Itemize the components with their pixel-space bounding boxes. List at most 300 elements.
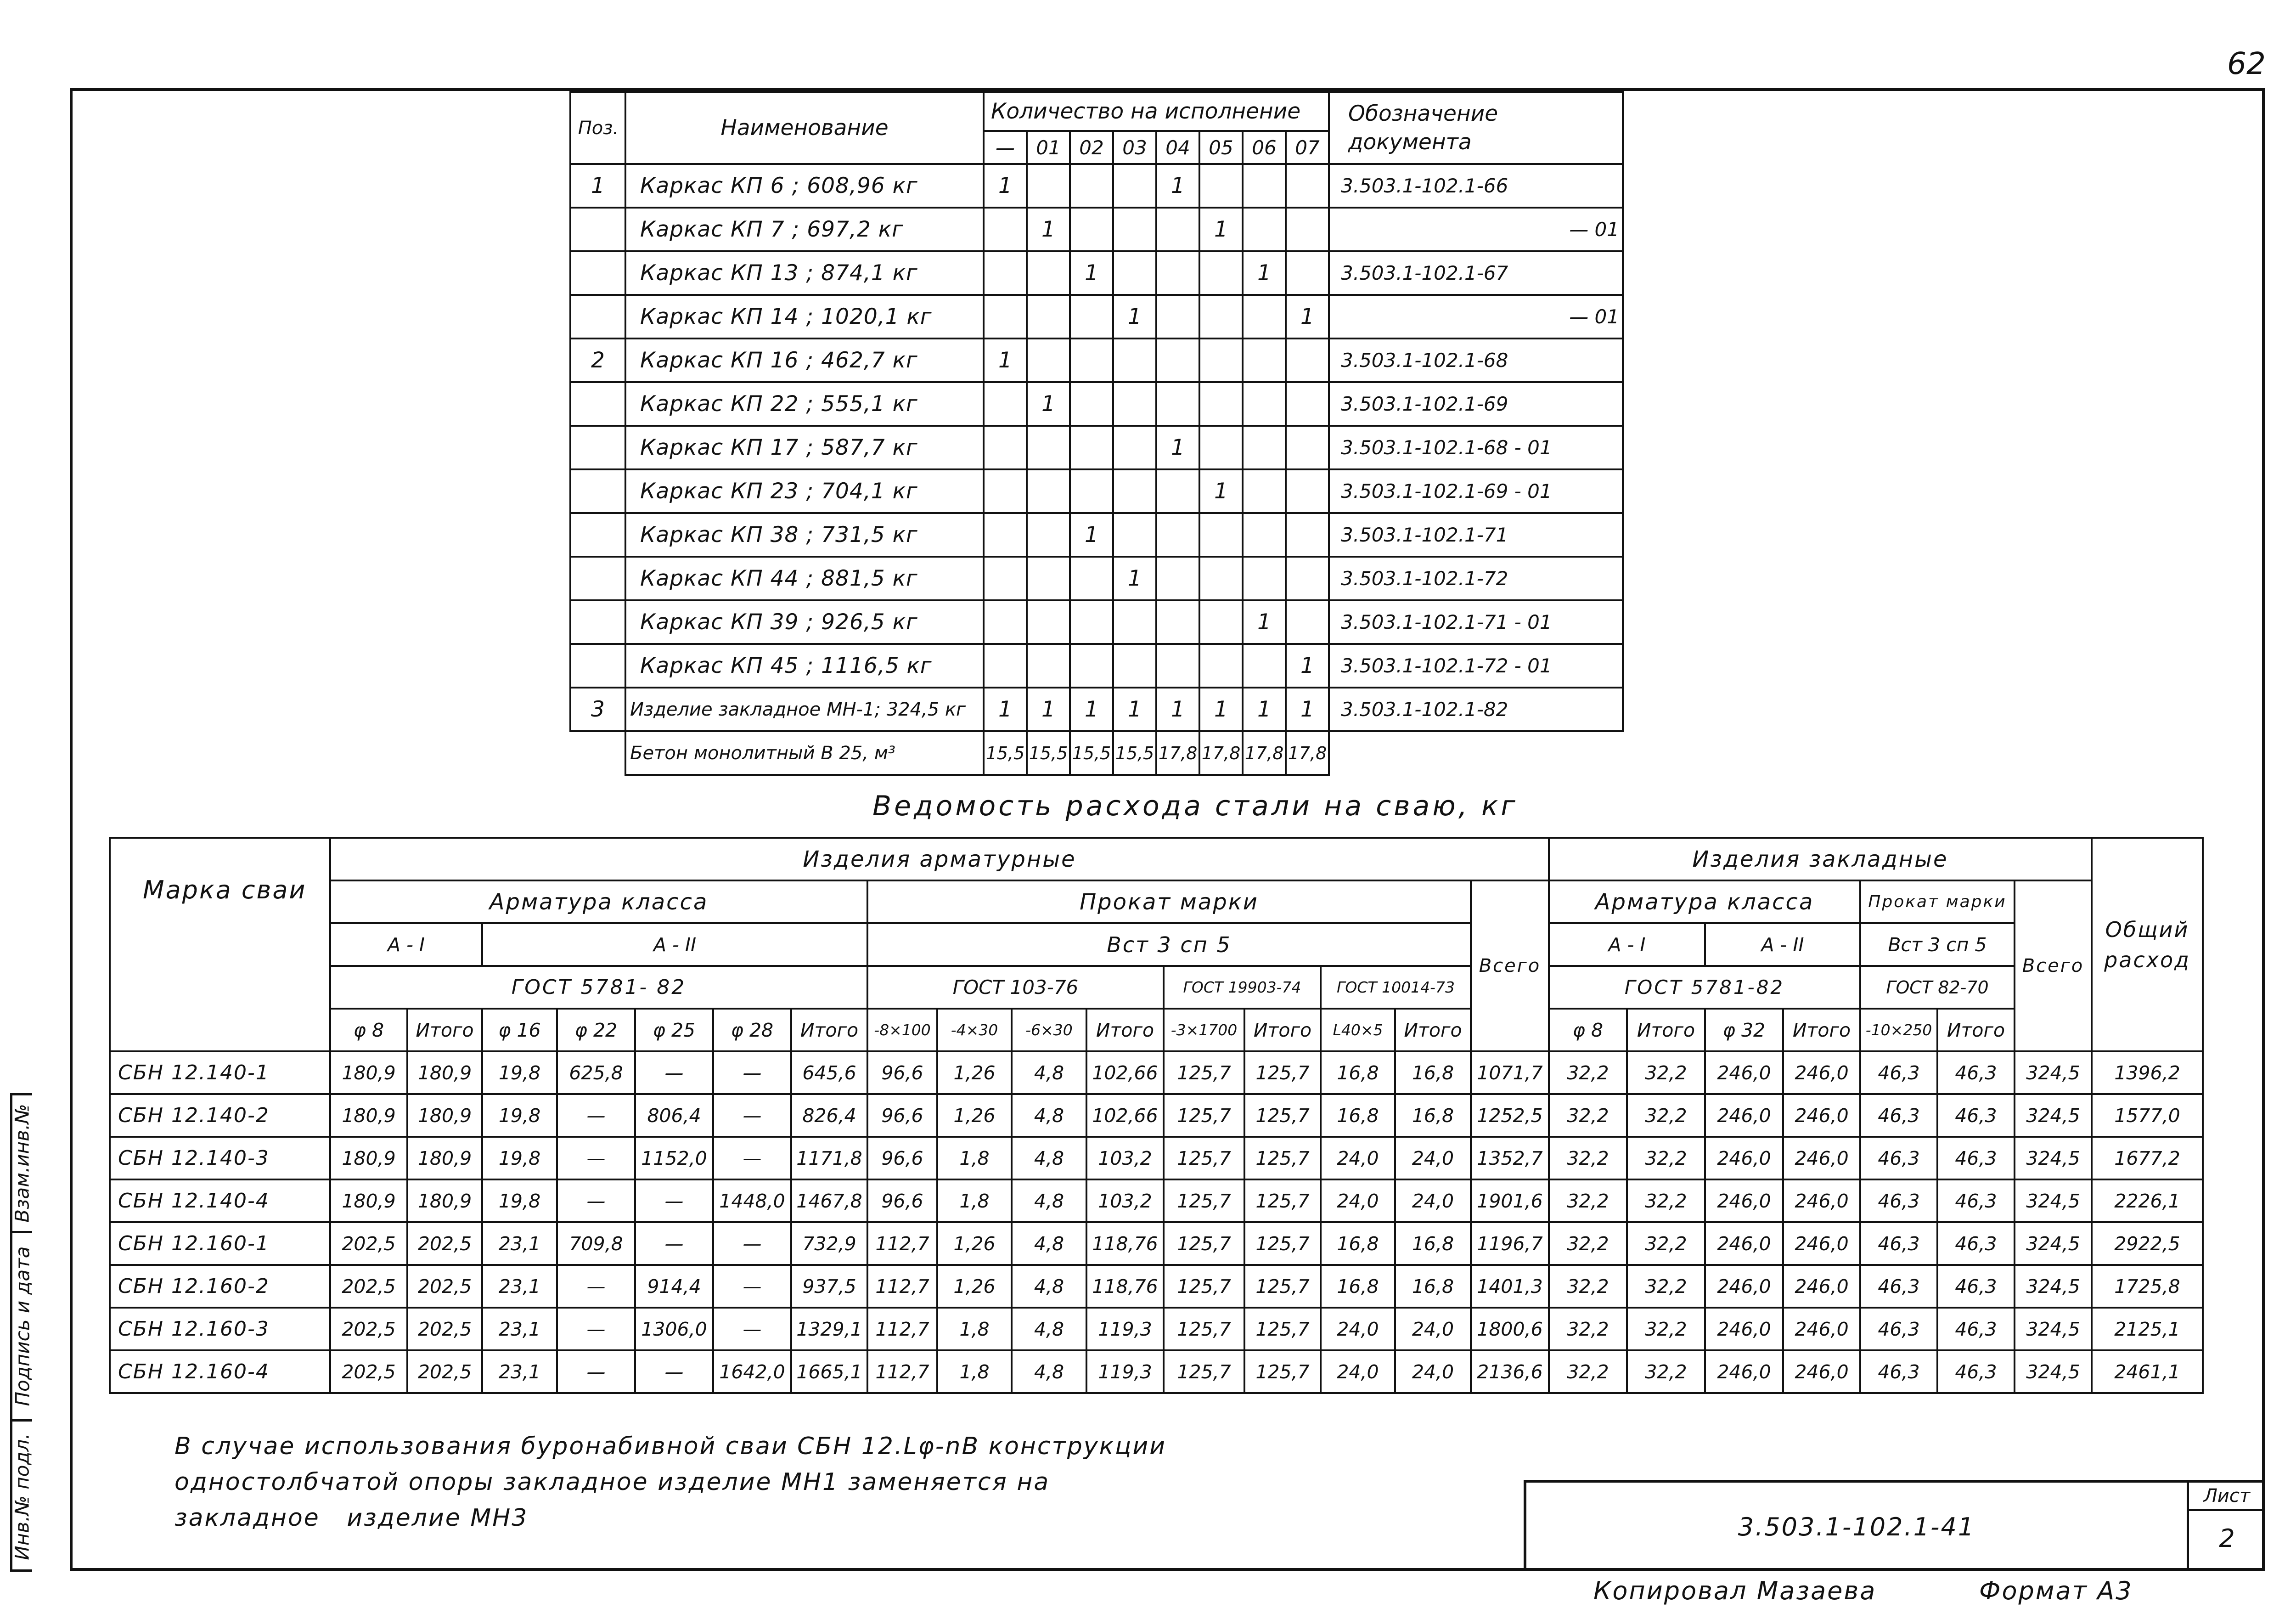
header-embedded: Изделия закладные	[1549, 838, 2092, 880]
steel-cell: 246,0	[1783, 1350, 1860, 1393]
steel-cell: —	[635, 1179, 713, 1222]
steel-cell: 46,3	[1937, 1051, 2015, 1094]
spec-qty	[1027, 644, 1070, 688]
header-vst3sp5: Вст 3 сп 5	[867, 923, 1471, 966]
spec-variant-header: 04	[1156, 131, 1199, 164]
steel-cell: 125,7	[1164, 1350, 1244, 1393]
spec-qty	[984, 644, 1027, 688]
spec-row	[570, 644, 1623, 688]
steel-cell: 125,7	[1164, 1265, 1244, 1308]
spec-qty	[1156, 295, 1199, 339]
spec-name: Каркас КП 16 ; 462,7 кг	[625, 339, 984, 382]
spec-name: Каркас КП 7 ; 697,2 кг	[625, 208, 984, 251]
format-label: Формат А3	[1979, 1576, 2133, 1605]
steel-cell: 96,6	[867, 1137, 937, 1179]
spec-qty	[1243, 339, 1286, 382]
spec-qty	[984, 426, 1027, 469]
spec-header-pos: Поз.	[570, 92, 625, 164]
sheet-number-top: 62	[2227, 46, 2266, 81]
spec-qty: 1	[1243, 600, 1286, 644]
spec-qty: 1	[984, 688, 1027, 731]
spec-name: Каркас КП 44 ; 881,5 кг	[625, 557, 984, 600]
steel-cell: 732,9	[791, 1222, 867, 1265]
steel-cell: 24,0	[1321, 1137, 1395, 1179]
spec-qty: 1	[1286, 295, 1329, 339]
spec-concrete-qty: 17,8	[1156, 731, 1199, 775]
steel-cell: —	[713, 1137, 791, 1179]
steel-row	[110, 1265, 2203, 1308]
steel-cell: 2136,6	[1471, 1350, 1549, 1393]
spec-qty: 1	[1027, 382, 1070, 426]
steel-cell: 1448,0	[713, 1179, 791, 1222]
spec-name: Каркас КП 22 ; 555,1 кг	[625, 382, 984, 426]
spec-qty: 1	[1070, 513, 1113, 557]
steel-cell: 180,9	[330, 1051, 407, 1094]
spec-doc: 3.503.1-102.1-82	[1329, 688, 1623, 731]
spec-qty: 1	[1243, 251, 1286, 295]
header-grand-total: Общий расход	[2092, 838, 2203, 1051]
sub-header-cell: -10×250	[1860, 1009, 1937, 1051]
spec-row	[570, 426, 1623, 469]
spec-qty	[984, 382, 1027, 426]
steel-cell: 23,1	[482, 1308, 557, 1350]
spec-qty	[1286, 164, 1329, 208]
spec-variant-header: 02	[1070, 131, 1113, 164]
note-line-3: закладное изделие МН3	[174, 1504, 529, 1532]
steel-cell: 1642,0	[713, 1350, 791, 1393]
spec-name: Каркас КП 14 ; 1020,1 кг	[625, 295, 984, 339]
pile-mark: СБН 12.160-1	[110, 1222, 330, 1265]
sub-header-cell: Итого	[1086, 1009, 1164, 1051]
spec-concrete-name: Бетон монолитный В 25, м³	[625, 731, 984, 775]
steel-cell: 125,7	[1244, 1350, 1321, 1393]
spec-qty	[1286, 382, 1329, 426]
steel-cell: 46,3	[1860, 1265, 1937, 1308]
spec-qty	[1156, 251, 1199, 295]
steel-cell: 246,0	[1705, 1094, 1783, 1137]
spec-qty	[1156, 600, 1199, 644]
steel-cell: 324,5	[2015, 1222, 2092, 1265]
spec-concrete-qty: 15,5	[984, 731, 1027, 775]
steel-cell: 103,2	[1086, 1137, 1164, 1179]
spec-qty	[984, 295, 1027, 339]
spec-variant-header: 07	[1286, 131, 1329, 164]
steel-cell: 46,3	[1860, 1350, 1937, 1393]
header-mark: Марка сваи	[110, 838, 330, 1051]
spec-pos	[570, 295, 625, 339]
steel-cell: 2922,5	[2092, 1222, 2203, 1265]
spec-qty	[1286, 469, 1329, 513]
spec-pos	[570, 513, 625, 557]
header-rebar-class: Арматура класса	[330, 880, 867, 923]
header-emb-a1: А - I	[1549, 923, 1705, 966]
spec-name: Изделие закладное МН-1; 324,5 кг	[625, 688, 984, 731]
spec-qty: 1	[1156, 426, 1199, 469]
spec-qty	[1070, 295, 1113, 339]
note-line-2: одностолбчатой опоры закладное изделие МН1 заменяется на	[174, 1468, 1050, 1496]
spec-qty	[1286, 513, 1329, 557]
steel-row	[110, 1179, 2203, 1222]
steel-cell: 119,3	[1086, 1350, 1164, 1393]
spec-qty: 1	[1199, 208, 1243, 251]
header-rolled-grade: Прокат марки	[867, 880, 1471, 923]
title-block	[1524, 1480, 2265, 1571]
steel-cell: 23,1	[482, 1222, 557, 1265]
spec-qty	[1070, 382, 1113, 426]
steel-cell: 46,3	[1937, 1265, 2015, 1308]
spec-doc: 3.503.1-102.1-72 - 01	[1329, 644, 1623, 688]
steel-cell: 16,8	[1321, 1094, 1395, 1137]
steel-cell: 32,2	[1627, 1265, 1705, 1308]
steel-row	[110, 1350, 2203, 1393]
steel-cell: 1071,7	[1471, 1051, 1549, 1094]
pile-mark: СБН 12.140-4	[110, 1179, 330, 1222]
spec-qty	[984, 251, 1027, 295]
steel-cell: 1725,8	[2092, 1265, 2203, 1308]
steel-cell: 16,8	[1395, 1265, 1471, 1308]
spec-variant-header: 03	[1113, 131, 1156, 164]
steel-cell: 324,5	[2015, 1094, 2092, 1137]
spec-pos	[570, 251, 625, 295]
steel-row	[110, 1137, 2203, 1179]
steel-cell: 125,7	[1244, 1094, 1321, 1137]
stamp-inv-orig	[12, 1422, 32, 1572]
steel-cell: 180,9	[407, 1094, 482, 1137]
spec-qty	[1027, 164, 1070, 208]
sub-header-cell: -4×30	[937, 1009, 1012, 1051]
spec-qty	[1286, 426, 1329, 469]
steel-cell: 1,8	[937, 1308, 1012, 1350]
spec-qty	[1243, 644, 1286, 688]
spec-qty	[1027, 557, 1070, 600]
steel-cell: —	[557, 1265, 635, 1308]
spec-qty	[1113, 600, 1156, 644]
spec-qty: 1	[1070, 688, 1113, 731]
steel-cell: 4,8	[1012, 1308, 1086, 1350]
spec-pos: 3	[570, 688, 625, 731]
steel-cell: 112,7	[867, 1265, 937, 1308]
pile-mark: СБН 12.140-1	[110, 1051, 330, 1094]
spec-empty	[1329, 731, 1623, 775]
steel-cell: 806,4	[635, 1094, 713, 1137]
spec-variant-header: 05	[1199, 131, 1243, 164]
steel-cell: —	[557, 1094, 635, 1137]
steel-cell: 625,8	[557, 1051, 635, 1094]
spec-name: Каркас КП 45 ; 1116,5 кг	[625, 644, 984, 688]
header-gost-10014: ГОСТ 10014-73	[1321, 966, 1471, 1009]
spec-doc: 3.503.1-102.1-71	[1329, 513, 1623, 557]
spec-name: Каркас КП 17 ; 587,7 кг	[625, 426, 984, 469]
steel-cell: 2461,1	[2092, 1350, 2203, 1393]
spec-qty	[1070, 339, 1113, 382]
steel-cell: 32,2	[1549, 1094, 1627, 1137]
spec-qty	[984, 208, 1027, 251]
spec-qty	[1199, 382, 1243, 426]
header-emb-gost-5781: ГОСТ 5781-82	[1549, 966, 1860, 1009]
steel-cell: 32,2	[1549, 1222, 1627, 1265]
spec-qty	[1113, 208, 1156, 251]
steel-cell: 46,3	[1860, 1222, 1937, 1265]
steel-row	[110, 1051, 2203, 1094]
steel-cell: 202,5	[330, 1308, 407, 1350]
specification-table	[569, 91, 1624, 776]
sub-header-cell: φ 8	[330, 1009, 407, 1051]
steel-consumption-table	[109, 837, 2204, 1394]
steel-cell: —	[557, 1350, 635, 1393]
spec-pos: 1	[570, 164, 625, 208]
header-reinforcing: Изделия арматурные	[330, 838, 1549, 880]
header-emb-rebar-class: Арматура класса	[1549, 880, 1860, 923]
steel-cell: 180,9	[330, 1094, 407, 1137]
spec-qty: 1	[1199, 688, 1243, 731]
spec-qty	[1070, 426, 1113, 469]
steel-cell: 1306,0	[635, 1308, 713, 1350]
spec-pos	[570, 208, 625, 251]
steel-row	[110, 1094, 2203, 1137]
spec-qty: 1	[984, 339, 1027, 382]
steel-cell: 246,0	[1783, 1308, 1860, 1350]
spec-concrete-qty: 17,8	[1286, 731, 1329, 775]
steel-cell: 1,26	[937, 1222, 1012, 1265]
header-gost-103: ГОСТ 103-76	[867, 966, 1164, 1009]
steel-cell: 125,7	[1244, 1051, 1321, 1094]
spec-doc: 3.503.1-102.1-66	[1329, 164, 1623, 208]
steel-cell: 246,0	[1705, 1222, 1783, 1265]
spec-qty	[1070, 469, 1113, 513]
steel-cell: 16,8	[1395, 1051, 1471, 1094]
spec-body	[570, 164, 1623, 775]
steel-cell: 32,2	[1627, 1137, 1705, 1179]
steel-cell: 24,0	[1395, 1350, 1471, 1393]
spec-row	[570, 295, 1623, 339]
spec-qty	[1070, 208, 1113, 251]
spec-qty	[1156, 513, 1199, 557]
steel-cell: 4,8	[1012, 1051, 1086, 1094]
steel-row	[110, 1222, 2203, 1265]
spec-qty: 1	[1113, 557, 1156, 600]
steel-cell: 19,8	[482, 1051, 557, 1094]
steel-cell: 96,6	[867, 1094, 937, 1137]
steel-cell: 324,5	[2015, 1350, 2092, 1393]
steel-cell: 246,0	[1783, 1179, 1860, 1222]
spec-name: Каркас КП 38 ; 731,5 кг	[625, 513, 984, 557]
stamp-replace-inv	[12, 1095, 32, 1233]
steel-cell: 324,5	[2015, 1265, 2092, 1308]
spec-qty	[1027, 513, 1070, 557]
steel-cell: 125,7	[1164, 1137, 1244, 1179]
spec-qty: 1	[1199, 469, 1243, 513]
steel-cell: 24,0	[1395, 1179, 1471, 1222]
spec-qty	[1156, 339, 1199, 382]
steel-cell: 46,3	[1937, 1094, 2015, 1137]
spec-qty	[1113, 513, 1156, 557]
sheet-number: 2	[2219, 1524, 2235, 1553]
spec-qty	[1286, 251, 1329, 295]
steel-cell: 180,9	[407, 1137, 482, 1179]
steel-cell: 1,26	[937, 1265, 1012, 1308]
spec-row	[570, 600, 1623, 644]
steel-cell: 1,26	[937, 1051, 1012, 1094]
spec-qty: 1	[1027, 688, 1070, 731]
steel-cell: —	[713, 1222, 791, 1265]
pile-mark: СБН 12.140-2	[110, 1094, 330, 1137]
steel-cell: 246,0	[1783, 1137, 1860, 1179]
sheet-label: Лист	[2189, 1483, 2265, 1511]
spec-qty	[1286, 339, 1329, 382]
steel-cell: 2125,1	[2092, 1308, 2203, 1350]
steel-cell: 324,5	[2015, 1137, 2092, 1179]
spec-qty	[1243, 426, 1286, 469]
steel-cell: 1800,6	[1471, 1308, 1549, 1350]
spec-concrete-qty: 15,5	[1113, 731, 1156, 775]
sub-header-cell: φ 22	[557, 1009, 635, 1051]
spec-doc: — 01	[1329, 295, 1623, 339]
spec-pos	[570, 426, 625, 469]
spec-qty	[1070, 164, 1113, 208]
spec-qty	[1156, 469, 1199, 513]
steel-cell: 1252,5	[1471, 1094, 1549, 1137]
spec-name: Каркас КП 39 ; 926,5 кг	[625, 600, 984, 644]
spec-name: Каркас КП 23 ; 704,1 кг	[625, 469, 984, 513]
steel-cell: —	[713, 1051, 791, 1094]
spec-doc: 3.503.1-102.1-67	[1329, 251, 1623, 295]
spec-qty	[1113, 426, 1156, 469]
steel-cell: 125,7	[1164, 1094, 1244, 1137]
side-stamp	[10, 1093, 32, 1572]
sub-header-cell: φ 8	[1549, 1009, 1627, 1051]
spec-qty	[1027, 295, 1070, 339]
steel-cell: 4,8	[1012, 1094, 1086, 1137]
steel-cell: 16,8	[1395, 1222, 1471, 1265]
steel-cell: 246,0	[1705, 1265, 1783, 1308]
steel-cell: 202,5	[407, 1265, 482, 1308]
spec-qty	[1070, 644, 1113, 688]
steel-cell: —	[713, 1308, 791, 1350]
sub-header-cell: Итого	[1244, 1009, 1321, 1051]
spec-qty	[1027, 251, 1070, 295]
stamp-replace-inv-label: Взам.инв.№	[11, 1104, 34, 1223]
steel-cell: 1901,6	[1471, 1179, 1549, 1222]
spec-doc: 3.503.1-102.1-68	[1329, 339, 1623, 382]
spec-pos	[570, 557, 625, 600]
spec-qty	[1070, 600, 1113, 644]
steel-cell: 32,2	[1549, 1350, 1627, 1393]
steel-cell: 32,2	[1627, 1094, 1705, 1137]
steel-cell: 180,9	[407, 1051, 482, 1094]
steel-cell: 118,76	[1086, 1222, 1164, 1265]
spec-qty	[1243, 557, 1286, 600]
steel-cell: 246,0	[1705, 1350, 1783, 1393]
pile-mark: СБН 12.160-4	[110, 1350, 330, 1393]
steel-cell: 16,8	[1321, 1222, 1395, 1265]
steel-cell: 1329,1	[791, 1308, 867, 1350]
steel-cell: 1677,2	[2092, 1137, 2203, 1179]
steel-cell: 4,8	[1012, 1137, 1086, 1179]
spec-row	[570, 557, 1623, 600]
steel-cell: 202,5	[407, 1308, 482, 1350]
spec-qty	[984, 600, 1027, 644]
steel-cell: 112,7	[867, 1222, 937, 1265]
steel-cell: 125,7	[1244, 1308, 1321, 1350]
spec-qty: 1	[1286, 644, 1329, 688]
spec-concrete-row	[570, 731, 1623, 775]
spec-qty	[1113, 644, 1156, 688]
spec-qty	[1070, 557, 1113, 600]
steel-cell: 4,8	[1012, 1265, 1086, 1308]
steel-cell: 23,1	[482, 1350, 557, 1393]
spec-name: Каркас КП 13 ; 874,1 кг	[625, 251, 984, 295]
steel-cell: 324,5	[2015, 1051, 2092, 1094]
sub-header-cell: Итого	[1395, 1009, 1471, 1051]
steel-cell: 16,8	[1395, 1094, 1471, 1137]
spec-qty	[1156, 644, 1199, 688]
steel-cell: —	[713, 1094, 791, 1137]
steel-cell: 125,7	[1164, 1179, 1244, 1222]
steel-cell: —	[557, 1137, 635, 1179]
spec-header-quantity: Количество на исполнение	[984, 92, 1329, 131]
steel-cell: 125,7	[1244, 1265, 1321, 1308]
steel-cell: 1152,0	[635, 1137, 713, 1179]
header-gost-19903: ГОСТ 19903-74	[1164, 966, 1321, 1009]
spec-qty	[1113, 164, 1156, 208]
steel-cell: 246,0	[1783, 1265, 1860, 1308]
steel-cell: 32,2	[1627, 1179, 1705, 1222]
spec-qty	[1113, 382, 1156, 426]
sub-header-cell: L40×5	[1321, 1009, 1395, 1051]
pile-mark: СБН 12.140-3	[110, 1137, 330, 1179]
header-emb-gost-82: ГОСТ 82-70	[1860, 966, 2015, 1009]
steel-cell: 32,2	[1627, 1051, 1705, 1094]
spec-qty	[1243, 382, 1286, 426]
header-gost-5781: ГОСТ 5781- 82	[330, 966, 867, 1009]
steel-cell: 202,5	[330, 1350, 407, 1393]
sub-header-cell: -6×30	[1012, 1009, 1086, 1051]
steel-cell: 324,5	[2015, 1308, 2092, 1350]
steel-body	[110, 1051, 2203, 1393]
spec-pos: 2	[570, 339, 625, 382]
stamp-sign-date-label: Подпись и дата	[11, 1246, 34, 1406]
steel-cell: 202,5	[407, 1222, 482, 1265]
spec-doc: 3.503.1-102.1-69	[1329, 382, 1623, 426]
sub-header-cell: φ 25	[635, 1009, 713, 1051]
spec-pos	[570, 469, 625, 513]
steel-cell: 24,0	[1395, 1137, 1471, 1179]
spec-name: Каркас КП 6 ; 608,96 кг	[625, 164, 984, 208]
spec-concrete-qty: 15,5	[1027, 731, 1070, 775]
steel-table-title: Ведомость расхода стали на сваю, кг	[872, 790, 1518, 822]
spec-doc: 3.503.1-102.1-71 - 01	[1329, 600, 1623, 644]
sub-header-cell: φ 16	[482, 1009, 557, 1051]
spec-qty	[1156, 208, 1199, 251]
steel-cell: 96,6	[867, 1179, 937, 1222]
steel-cell: 19,8	[482, 1137, 557, 1179]
sub-header-cell: φ 28	[713, 1009, 791, 1051]
steel-cell: 46,3	[1937, 1308, 2015, 1350]
steel-cell: 32,2	[1627, 1350, 1705, 1393]
spec-qty: 1	[1113, 688, 1156, 731]
spec-qty	[1243, 513, 1286, 557]
stamp-sign-date	[12, 1233, 32, 1422]
spec-qty	[1027, 600, 1070, 644]
steel-cell: 202,5	[330, 1222, 407, 1265]
steel-cell: 826,4	[791, 1094, 867, 1137]
steel-cell: 246,0	[1783, 1051, 1860, 1094]
spec-qty	[1243, 208, 1286, 251]
steel-cell: 246,0	[1705, 1137, 1783, 1179]
steel-cell: 125,7	[1244, 1179, 1321, 1222]
steel-cell: 32,2	[1549, 1179, 1627, 1222]
note	[174, 1428, 1166, 1536]
